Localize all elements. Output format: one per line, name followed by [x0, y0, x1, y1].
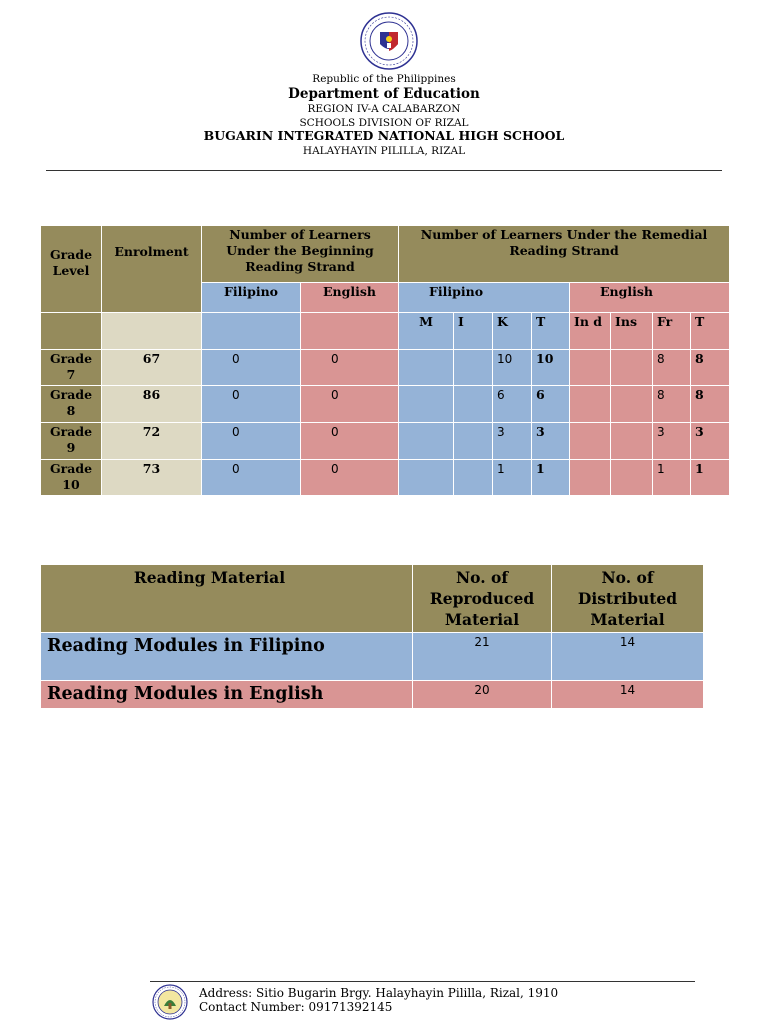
- remedial-english-header: English: [570, 283, 730, 313]
- materials-table: [40, 564, 704, 709]
- fil-t-cell: 3: [532, 423, 570, 460]
- eng-ind-cell: [570, 350, 611, 386]
- department-name: Department of Education: [288, 86, 480, 102]
- beginning-english-cell: 0: [301, 386, 399, 423]
- deped-seal-icon: [360, 12, 418, 70]
- school-name: BUGARIN INTEGRATED NATIONAL HIGH SCHOOL: [203, 128, 565, 143]
- reproduced-count: 21: [413, 633, 552, 681]
- eng-fr-cell: 8: [653, 350, 691, 386]
- eng-t-cell: 1: [691, 460, 730, 496]
- fil-t-cell: 1: [532, 460, 570, 496]
- eng-t-cell: 3: [691, 423, 730, 460]
- grade-cell: Grade 7: [41, 350, 102, 386]
- eng-ins-cell: [611, 386, 653, 423]
- enrolment-cell: 72: [102, 423, 202, 460]
- subheader-blank: [301, 313, 399, 350]
- school-logo-icon: [152, 984, 188, 1020]
- sub-header-t: T: [691, 313, 730, 350]
- table-row: [41, 386, 730, 423]
- eng-ins-cell: [611, 350, 653, 386]
- fil-k-cell: 10: [493, 350, 532, 386]
- subheader-blank: [202, 313, 301, 350]
- eng-t-cell: 8: [691, 350, 730, 386]
- distributed-count: 14: [552, 681, 704, 709]
- sub-header-t: T: [532, 313, 570, 350]
- fil-m-cell: [399, 386, 454, 423]
- sub-header-fr: Fr: [653, 313, 691, 350]
- distributed-header: No. of Distributed Material: [552, 565, 704, 633]
- table-row: [41, 633, 704, 681]
- beginning-strand-header: Number of Learners Under the Beginning Reading Strand: [202, 226, 399, 283]
- sub-header-ins: Ins: [611, 313, 653, 350]
- eng-t-cell: 8: [691, 386, 730, 423]
- beginning-filipino-cell: 0: [202, 350, 301, 386]
- sub-header-i: I: [454, 313, 493, 350]
- fil-i-cell: [454, 460, 493, 496]
- table-row: [41, 350, 730, 386]
- sub-header-m: M: [399, 313, 454, 350]
- footer-divider: [150, 981, 695, 982]
- eng-ind-cell: [570, 423, 611, 460]
- beginning-english-cell: 0: [301, 423, 399, 460]
- grade-cell: Grade 8: [41, 386, 102, 423]
- republic-line: Republic of the Philippines: [312, 73, 456, 85]
- fil-k-cell: 6: [493, 386, 532, 423]
- fil-t-cell: 10: [532, 350, 570, 386]
- beginning-english-header: English: [301, 283, 399, 313]
- sub-header-ind: In d: [570, 313, 611, 350]
- grade-level-header: Grade Level: [41, 226, 102, 313]
- subheader-blank: [41, 313, 102, 350]
- school-location: HALAYHAYIN PILILLA, RIZAL: [302, 145, 466, 157]
- reproduced-count: 20: [413, 681, 552, 709]
- eng-fr-cell: 3: [653, 423, 691, 460]
- eng-ind-cell: [570, 386, 611, 423]
- subheader-blank: [102, 313, 202, 350]
- fil-m-cell: [399, 423, 454, 460]
- eng-ins-cell: [611, 460, 653, 496]
- fil-m-cell: [399, 350, 454, 386]
- beginning-filipino-cell: 0: [202, 423, 301, 460]
- enrolment-header: Enrolment: [102, 226, 202, 313]
- fil-i-cell: [454, 350, 493, 386]
- eng-ins-cell: [611, 423, 653, 460]
- beginning-english-cell: 0: [301, 350, 399, 386]
- fil-k-cell: 1: [493, 460, 532, 496]
- enrolment-cell: 67: [102, 350, 202, 386]
- beginning-filipino-cell: 0: [202, 460, 301, 496]
- table-row: [41, 460, 730, 496]
- distributed-count: 14: [552, 633, 704, 681]
- fil-m-cell: [399, 460, 454, 496]
- remedial-filipino-header: Filipino: [399, 283, 570, 313]
- eng-ind-cell: [570, 460, 611, 496]
- enrolment-cell: 86: [102, 386, 202, 423]
- fil-i-cell: [454, 423, 493, 460]
- material-header: Reading Material: [41, 565, 413, 633]
- material-name: Reading Modules in Filipino: [41, 633, 413, 681]
- fil-k-cell: 3: [493, 423, 532, 460]
- enrolment-cell: 73: [102, 460, 202, 496]
- beginning-english-cell: 0: [301, 460, 399, 496]
- fil-t-cell: 6: [532, 386, 570, 423]
- table-row: [41, 423, 730, 460]
- grade-cell: Grade 9: [41, 423, 102, 460]
- beginning-filipino-cell: 0: [202, 386, 301, 423]
- footer-address: Address: Sitio Bugarin Brgy. Halayhayin Pililla, Rizal, 1910: [199, 986, 559, 1000]
- grade-cell: Grade 10: [41, 460, 102, 496]
- table-row: [41, 681, 704, 709]
- footer-contact: Contact Number: 09171392145: [199, 1000, 393, 1014]
- remedial-strand-header: Number of Learners Under the Remedial Reading Strand: [399, 226, 730, 283]
- beginning-filipino-header: Filipino: [202, 283, 301, 313]
- material-name: Reading Modules in English: [41, 681, 413, 709]
- division-line: SCHOOLS DIVISION OF RIZAL: [299, 117, 469, 129]
- header-divider: [46, 170, 722, 171]
- learners-table: [40, 225, 730, 496]
- eng-fr-cell: 1: [653, 460, 691, 496]
- sub-header-k: K: [493, 313, 532, 350]
- reproduced-header: No. of Reproduced Material: [413, 565, 552, 633]
- eng-fr-cell: 8: [653, 386, 691, 423]
- region-line: REGION IV-A CALABARZON: [307, 103, 461, 115]
- fil-i-cell: [454, 386, 493, 423]
